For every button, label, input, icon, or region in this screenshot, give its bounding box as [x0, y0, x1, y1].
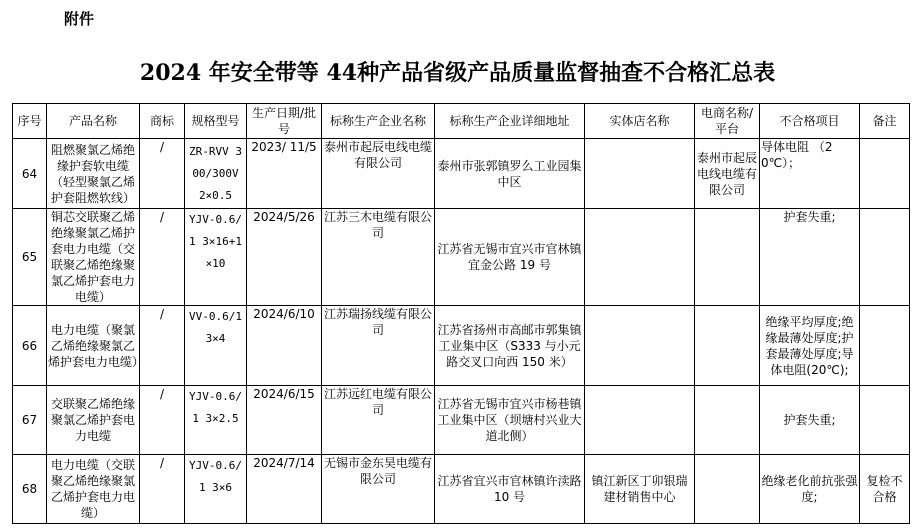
cell-note: 复检不合格	[860, 455, 910, 524]
cell-company: 江苏瑞扬线缆有限公司	[322, 306, 435, 386]
cell-date: 2024/6/15	[247, 386, 322, 455]
cell-spec: ZR-RVV 300/300V 2×0.5	[185, 139, 247, 209]
cell-note	[860, 306, 910, 386]
cell-ecommerce	[695, 386, 760, 455]
cell-ecommerce	[695, 455, 760, 524]
column-header-no: 序号	[13, 104, 47, 139]
cell-defect: 导体电阻 （20℃）；	[760, 139, 860, 209]
cell-brand: /	[140, 139, 185, 209]
cell-spec: YJV-0.6/1 3×6	[185, 455, 247, 524]
cell-product: 电力电缆（交联聚乙烯绝缘聚氯乙烯护套电力电缆）	[47, 455, 140, 524]
cell-company: 无锡市金东昊电缆有限公司	[322, 455, 435, 524]
cell-brand: /	[140, 209, 185, 306]
cell-store	[585, 209, 695, 306]
cell-spec: VV-0.6/1 3×4	[185, 306, 247, 386]
column-header-company: 标称生产企业名称	[322, 104, 435, 139]
cell-brand: /	[140, 455, 185, 524]
cell-address: 泰州市张郭镇罗么工业园集中区	[435, 139, 585, 209]
column-header-store: 实体店名称	[585, 104, 695, 139]
cell-ecommerce	[695, 209, 760, 306]
cell-no: 66	[13, 306, 47, 386]
page-title: 2024 年安全带等 44种产品省级产品质量监督抽查不合格汇总表	[139, 60, 776, 86]
cell-address: 江苏省扬州市高邮市郭集镇工业集中区（S333 与小元路交叉口向西 150 米）	[435, 306, 585, 386]
cell-store	[585, 139, 695, 209]
cell-note	[860, 139, 910, 209]
cell-no: 67	[13, 386, 47, 455]
column-header-product: 产品名称	[47, 104, 140, 139]
cell-ecommerce: 泰州市起辰电线电缆有限公司	[695, 139, 760, 209]
cell-no: 65	[13, 209, 47, 306]
table-row	[13, 455, 910, 524]
table-row	[13, 139, 910, 209]
column-header-ecommerce: 电商名称/平台	[695, 104, 760, 139]
table-row	[13, 386, 910, 455]
cell-defect: 绝缘平均厚度;绝缘最薄处厚度;护套最薄处厚度;导体电阻(20℃);	[760, 306, 860, 386]
cell-product: 交联聚乙烯绝缘聚氯乙烯护套电力电缆	[47, 386, 140, 455]
column-header-date: 生产日期/批号	[247, 104, 322, 139]
cell-store: 镇江新区丁卯银瑞建材销售中心	[585, 455, 695, 524]
cell-defect: 护套失重;	[760, 386, 860, 455]
cell-address: 江苏省无锡市宜兴市官林镇宜金公路 19 号	[435, 209, 585, 306]
column-header-defect: 不合格项目	[760, 104, 860, 139]
column-header-address: 标称生产企业详细地址	[435, 104, 585, 139]
nonconforming-products-table	[12, 103, 910, 524]
cell-defect: 绝缘老化前抗张强度;	[760, 455, 860, 524]
cell-company: 江苏远红电缆有限公司	[322, 386, 435, 455]
cell-defect: 护套失重;	[760, 209, 860, 306]
cell-store	[585, 386, 695, 455]
cell-spec: YJV-0.6/1 3×2.5	[185, 386, 247, 455]
cell-brand: /	[140, 306, 185, 386]
cell-date: 2024/7/14	[247, 455, 322, 524]
cell-date: 2024/5/26	[247, 209, 322, 306]
column-header-spec: 规格型号	[185, 104, 247, 139]
cell-spec: YJV-0.6/1 3×16+1×10	[185, 209, 247, 306]
cell-company: 江苏三木电缆有限公司	[322, 209, 435, 306]
cell-date: 2023/ 11/5	[247, 139, 322, 209]
column-header-note: 备注	[860, 104, 910, 139]
cell-note	[860, 209, 910, 306]
cell-address: 江苏省无锡市宜兴市杨巷镇工业集中区（坝塘村兴业大道北侧）	[435, 386, 585, 455]
cell-note	[860, 386, 910, 455]
cell-store	[585, 306, 695, 386]
header-row	[13, 104, 910, 139]
table-row	[13, 306, 910, 386]
attachment-label: 附件	[64, 10, 95, 28]
cell-no: 68	[13, 455, 47, 524]
cell-product: 阻燃聚氯乙烯绝缘护套软电缆（轻型聚氯乙烯护套阻燃软线）	[47, 139, 140, 209]
cell-product: 电力电缆（聚氯乙烯绝缘聚氯乙烯护套电力电缆）	[47, 306, 140, 386]
cell-date: 2024/6/10	[247, 306, 322, 386]
cell-ecommerce	[695, 306, 760, 386]
column-header-brand: 商标	[140, 104, 185, 139]
table-row	[13, 209, 910, 306]
cell-brand: /	[140, 386, 185, 455]
cell-no: 64	[13, 139, 47, 209]
cell-address: 江苏省宜兴市官林镇许渎路 10 号	[435, 455, 585, 524]
cell-product: 铜芯交联聚乙烯绝缘聚氯乙烯护套电力电缆（交联聚乙烯绝缘聚氯乙烯护套电力电缆）	[47, 209, 140, 306]
cell-company: 泰州市起辰电线电缆有限公司	[322, 139, 435, 209]
